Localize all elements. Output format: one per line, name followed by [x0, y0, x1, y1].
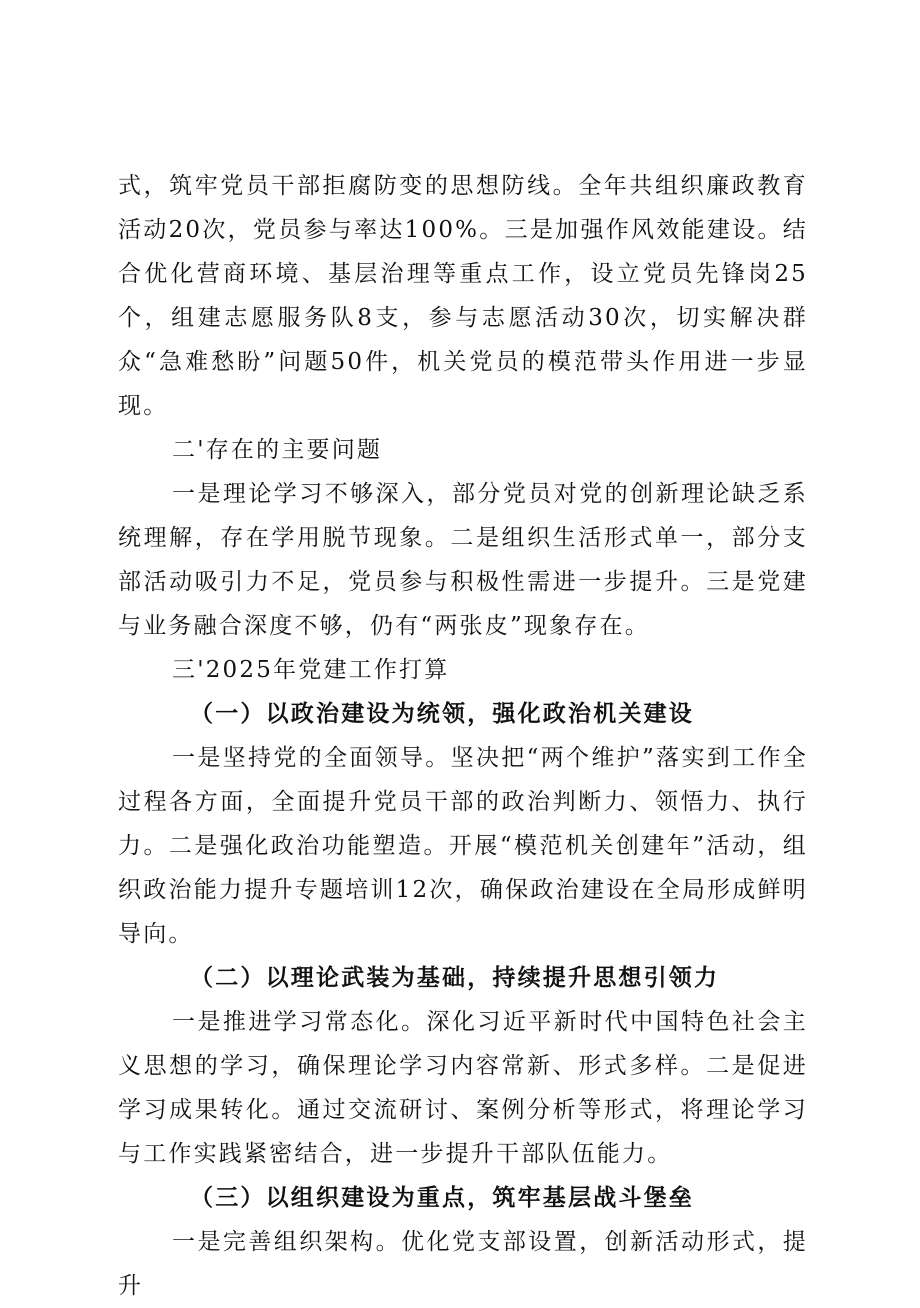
body-paragraph: 一是理论学习不够深入，部分党员对党的创新理论缺乏系统理解，存在学用脱节现象。二是组织生活形式单一，部分支部活动吸引力不足，党员参与积极性需进一步提升。三是党建与业务融合深度不够，仍有“两张皮”现象存在。: [118, 481, 808, 639]
body-paragraph: 一是坚持党的全面领导。坚决把“两个维护”落实到工作全过程各方面，全面提升党员干部的政治判断力、领悟力、执行力。二是强化政治功能塑造。开展“模范机关创建年”活动，组织政治能力提升专题培训12次，确保政治建设在全局形成鲜明导向。: [118, 745, 808, 947]
section-heading: 三'2025年党建工作打算: [172, 657, 450, 683]
document-body: [118, 164, 808, 1308]
subsection-heading: （三）以组织建设为重点，筑牢基层战斗堡垒: [190, 1184, 694, 1211]
body-paragraph: 一是完善组织架构。优化党支部设置，创新活动形式，提升: [118, 1229, 808, 1299]
body-paragraph: 一是推进学习常态化。深化习近平新时代中国特色社会主义思想的学习，确保理论学习内容常新、形式多样。二是促进学习成果转化。通过交流研讨、案例分析等形式，将理论学习与工作实践紧密结合，进一步提升干部队伍能力。: [118, 1009, 808, 1167]
body-paragraph: 式，筑牢党员干部拒腐防变的思想防线。全年共组织廉政教育活动20次，党员参与率达100%。三是加强作风效能建设。结合优化营商环境、基层治理等重点工作，设立党员先锋岗25个，组建志愿服务队8支，参与志愿活动30次，切实解决群众“急难愁盼”问题50件，机关党员的模范带头作用进一步显现。: [118, 173, 808, 419]
section-heading: 二'存在的主要问题: [172, 437, 383, 463]
subsection-heading: （二）以理论武装为基础，持续提升思想引领力: [190, 964, 720, 991]
subsection-heading: （一）以政治建设为统领，强化政治机关建设: [190, 700, 694, 727]
